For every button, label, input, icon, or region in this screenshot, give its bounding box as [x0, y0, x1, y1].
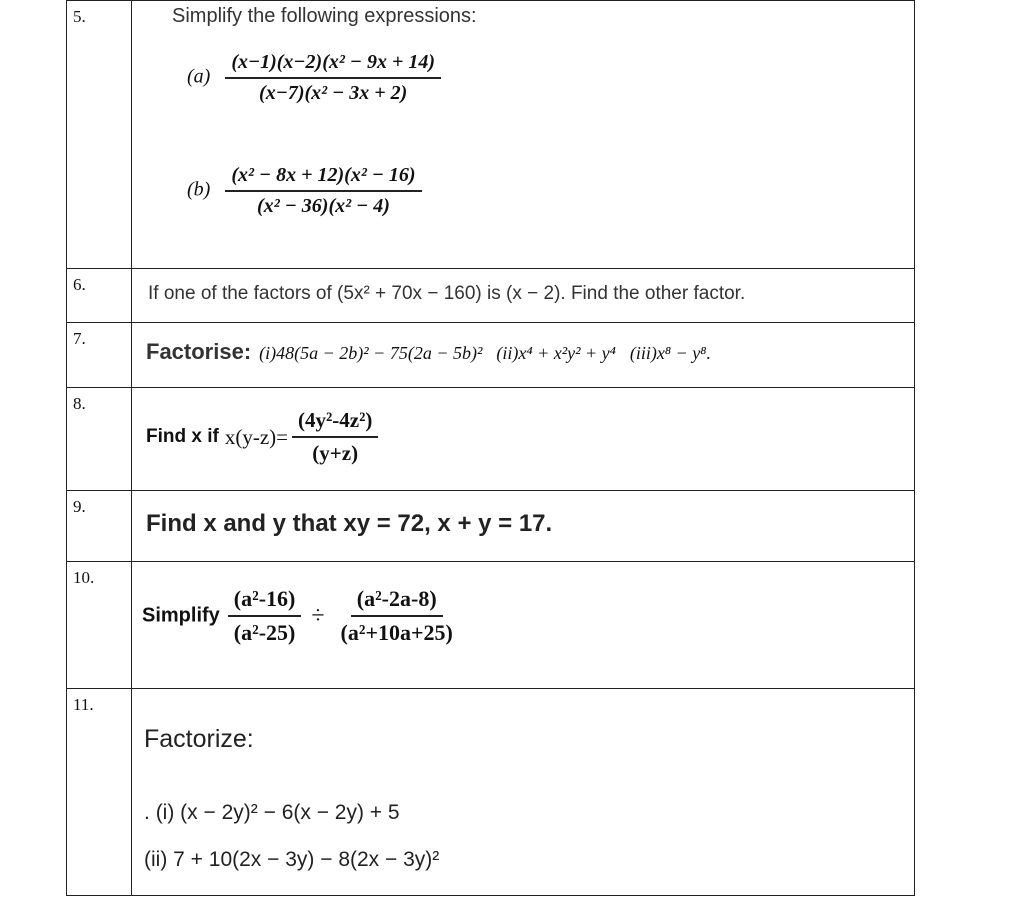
question-row-10	[67, 562, 915, 689]
fraction-denominator: (y+z)	[312, 441, 359, 465]
q5-part-a	[187, 51, 441, 105]
question-body	[132, 491, 915, 562]
question-number: 9.	[67, 491, 132, 562]
q7-part-i: (i)48(5a − 2b)² − 75(2a − 5b)²	[259, 343, 483, 363]
fraction-numerator: (x² − 8x + 12)(x² − 16)	[225, 164, 421, 192]
fraction-denominator: (x² − 36)(x² − 4)	[257, 195, 390, 217]
question-body	[132, 562, 915, 689]
fraction-numerator: (x−1)(x−2)(x² − 9x + 14)	[225, 51, 441, 79]
question-number: 6.	[67, 269, 132, 323]
question-number: 10.	[67, 562, 132, 689]
question-row-6	[67, 269, 915, 323]
q8-fraction	[292, 408, 378, 466]
division-operator: ÷	[311, 602, 325, 629]
question-sheet	[66, 0, 915, 897]
question-body	[132, 269, 915, 323]
q11-part-i-text: (i) (x − 2y)² − 6(x − 2y) + 5	[155, 801, 400, 824]
question-body	[132, 689, 915, 896]
part-label: (b)	[187, 178, 211, 201]
q6-text: If one of the factors of (5x² + 70x − 160) is (x − 2). Find the other factor.	[148, 283, 746, 304]
q5b-fraction	[225, 164, 421, 218]
q7-label: Factorise:	[146, 339, 252, 364]
q5-instruction: Simplify the following expressions:	[172, 5, 477, 27]
question-row-9	[67, 491, 915, 562]
q8-line	[146, 408, 378, 466]
questions-table	[66, 0, 915, 896]
q8-label: Find x if	[146, 426, 219, 447]
q8-lhs: x(y-z)=	[224, 424, 288, 449]
q10-fraction-1	[228, 586, 302, 646]
question-row-7	[67, 323, 915, 388]
q11-part-i	[144, 801, 400, 825]
question-row-11	[67, 689, 915, 896]
question-body	[132, 323, 915, 388]
question-number: 5.	[67, 1, 132, 269]
fraction-numerator: (a²-2a-8)	[351, 586, 443, 617]
question-number: 8.	[67, 388, 132, 491]
q10-fraction-2	[335, 586, 459, 646]
list-bullet: .	[144, 801, 150, 824]
question-row-5	[67, 1, 915, 269]
q7-part-ii: (ii)x⁴ + x²y² + y⁴	[496, 343, 616, 363]
question-number: 7.	[67, 323, 132, 388]
q5a-fraction	[225, 51, 441, 105]
q7-line	[146, 339, 711, 365]
q7-part-iii: (iii)x⁸ − y⁸.	[629, 343, 712, 363]
question-number: 11.	[67, 689, 132, 896]
fraction-denominator: (x−7)(x² − 3x + 2)	[259, 82, 408, 104]
part-label: (a)	[187, 65, 211, 88]
fraction-numerator: (4y²-4z²)	[292, 408, 378, 438]
question-row-8	[67, 388, 915, 491]
question-body	[132, 388, 915, 491]
fraction-numerator: (a²-16)	[228, 586, 302, 617]
q11-label: Factorize:	[144, 725, 254, 753]
q10-label: Simplify	[142, 604, 220, 627]
question-body	[132, 1, 915, 269]
fraction-denominator: (a²+10a+25)	[340, 620, 453, 645]
fraction-denominator: (a²-25)	[233, 620, 296, 645]
q11-part-ii: (ii) 7 + 10(2x − 3y) − 8(2x − 3y)²	[144, 848, 440, 871]
q10-line	[142, 586, 459, 646]
q5-part-b	[187, 164, 422, 218]
q9-text: Find x and y that xy = 72, x + y = 17.	[146, 510, 553, 537]
